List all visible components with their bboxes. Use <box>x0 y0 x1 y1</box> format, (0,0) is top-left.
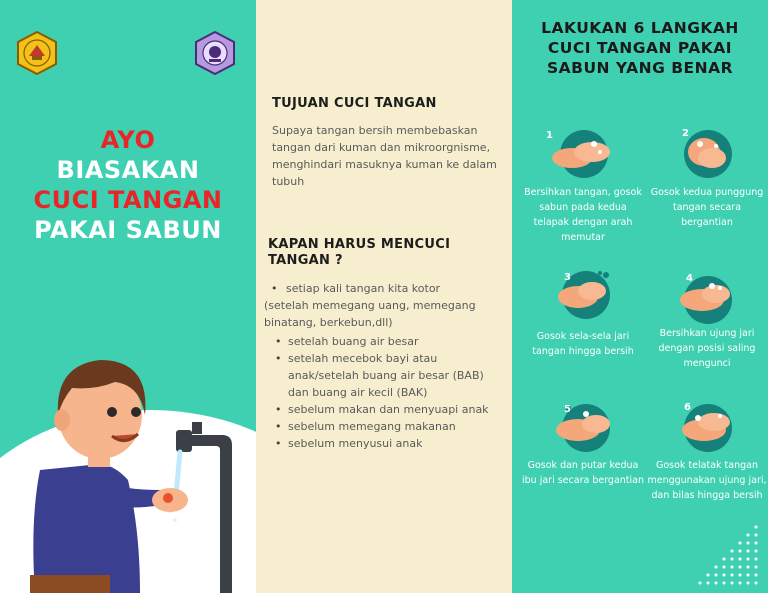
boy-washing-hands-illustration <box>0 320 256 593</box>
list-item-text: setiap kali tangan kita kotor <box>286 282 441 295</box>
step-4-caption: Bersihkan ujung jari dengan posisi saling mengunci <box>658 328 756 369</box>
when-heading <box>268 237 450 269</box>
step-5-number: 5 <box>564 404 571 415</box>
list-item: • sebelum makan dan menyuapi anak <box>272 401 506 418</box>
right-panel <box>512 0 768 593</box>
campaign-headline <box>0 125 256 245</box>
headline-line-3: CUCI TANGAN <box>33 186 223 214</box>
when-heading-line-1: KAPAN HARUS MENCUCI <box>268 237 451 252</box>
headline-line-4: PAKAI SABUN <box>34 216 222 244</box>
purpose-text: Supaya tangan bersih membebaskan tangan dari kuman dan mikroorgnisme, menghindari masuknya kuman ke dalam tubuh <box>272 124 497 188</box>
step-3-number: 3 <box>564 272 571 283</box>
list-item: • setelah buang air besar <box>272 333 506 350</box>
left-panel <box>0 0 256 593</box>
step-5-caption: Gosok dan putar kedua ibu jari secara bergantian <box>522 460 645 486</box>
step-3-hands-icon <box>548 265 620 325</box>
middle-panel <box>256 0 512 593</box>
university-seal-icon <box>14 30 60 76</box>
list-item: • setelah mecebok bayi atau anak/setelah buang air besar (BAB) dan buang air kecil (BAK) <box>272 350 506 401</box>
step-6-number: 6 <box>684 402 691 413</box>
headline-line-2: BIASAKAN <box>56 156 200 184</box>
step-4-hands-icon <box>672 268 744 328</box>
steps-title-line-1: LAKUKAN 6 LANGKAH <box>541 19 739 37</box>
purpose-heading: TUJUAN CUCI TANGAN <box>272 96 437 111</box>
list-item: • sebelum menyusui anak <box>272 435 506 452</box>
steps-title <box>512 18 768 78</box>
step-1-number: 1 <box>546 130 553 141</box>
step-5-hands-icon <box>546 398 618 458</box>
steps-title-line-2: CUCI TANGAN PAKAI <box>547 39 733 57</box>
step-1-caption: Bersihkan tangan, gosok sabun pada kedua telapak dengan arah memutar <box>524 187 642 243</box>
step-6-hands-icon <box>670 398 742 458</box>
dot-pattern-decoration <box>694 519 764 589</box>
step-2-hands-icon <box>670 122 742 182</box>
list-item-continuation: (setelah memegang uang, memegang binatang, berkebun,dll) <box>264 299 476 329</box>
faculty-seal-icon <box>192 30 238 76</box>
list-item <box>268 280 506 297</box>
headline-line-1: AYO <box>100 126 156 154</box>
when-list <box>264 280 506 452</box>
step-2-caption: Gosok kedua punggung tangan secara bergantian <box>650 187 764 228</box>
step-4-number: 4 <box>686 273 693 284</box>
step-3-caption: Gosok sela-sela jari tangan hingga bersih <box>532 331 634 357</box>
step-2-number: 2 <box>682 128 689 139</box>
list-item: • sebelum memegang makanan <box>272 418 506 435</box>
when-heading-line-2: TANGAN ? <box>268 253 343 268</box>
steps-title-line-3: SABUN YANG BENAR <box>546 59 734 77</box>
step-6-caption: Gosok telatak tangan menggunakan ujung jari, dan bilas hingga bersih <box>647 460 767 501</box>
step-1-hands-icon <box>544 122 616 182</box>
